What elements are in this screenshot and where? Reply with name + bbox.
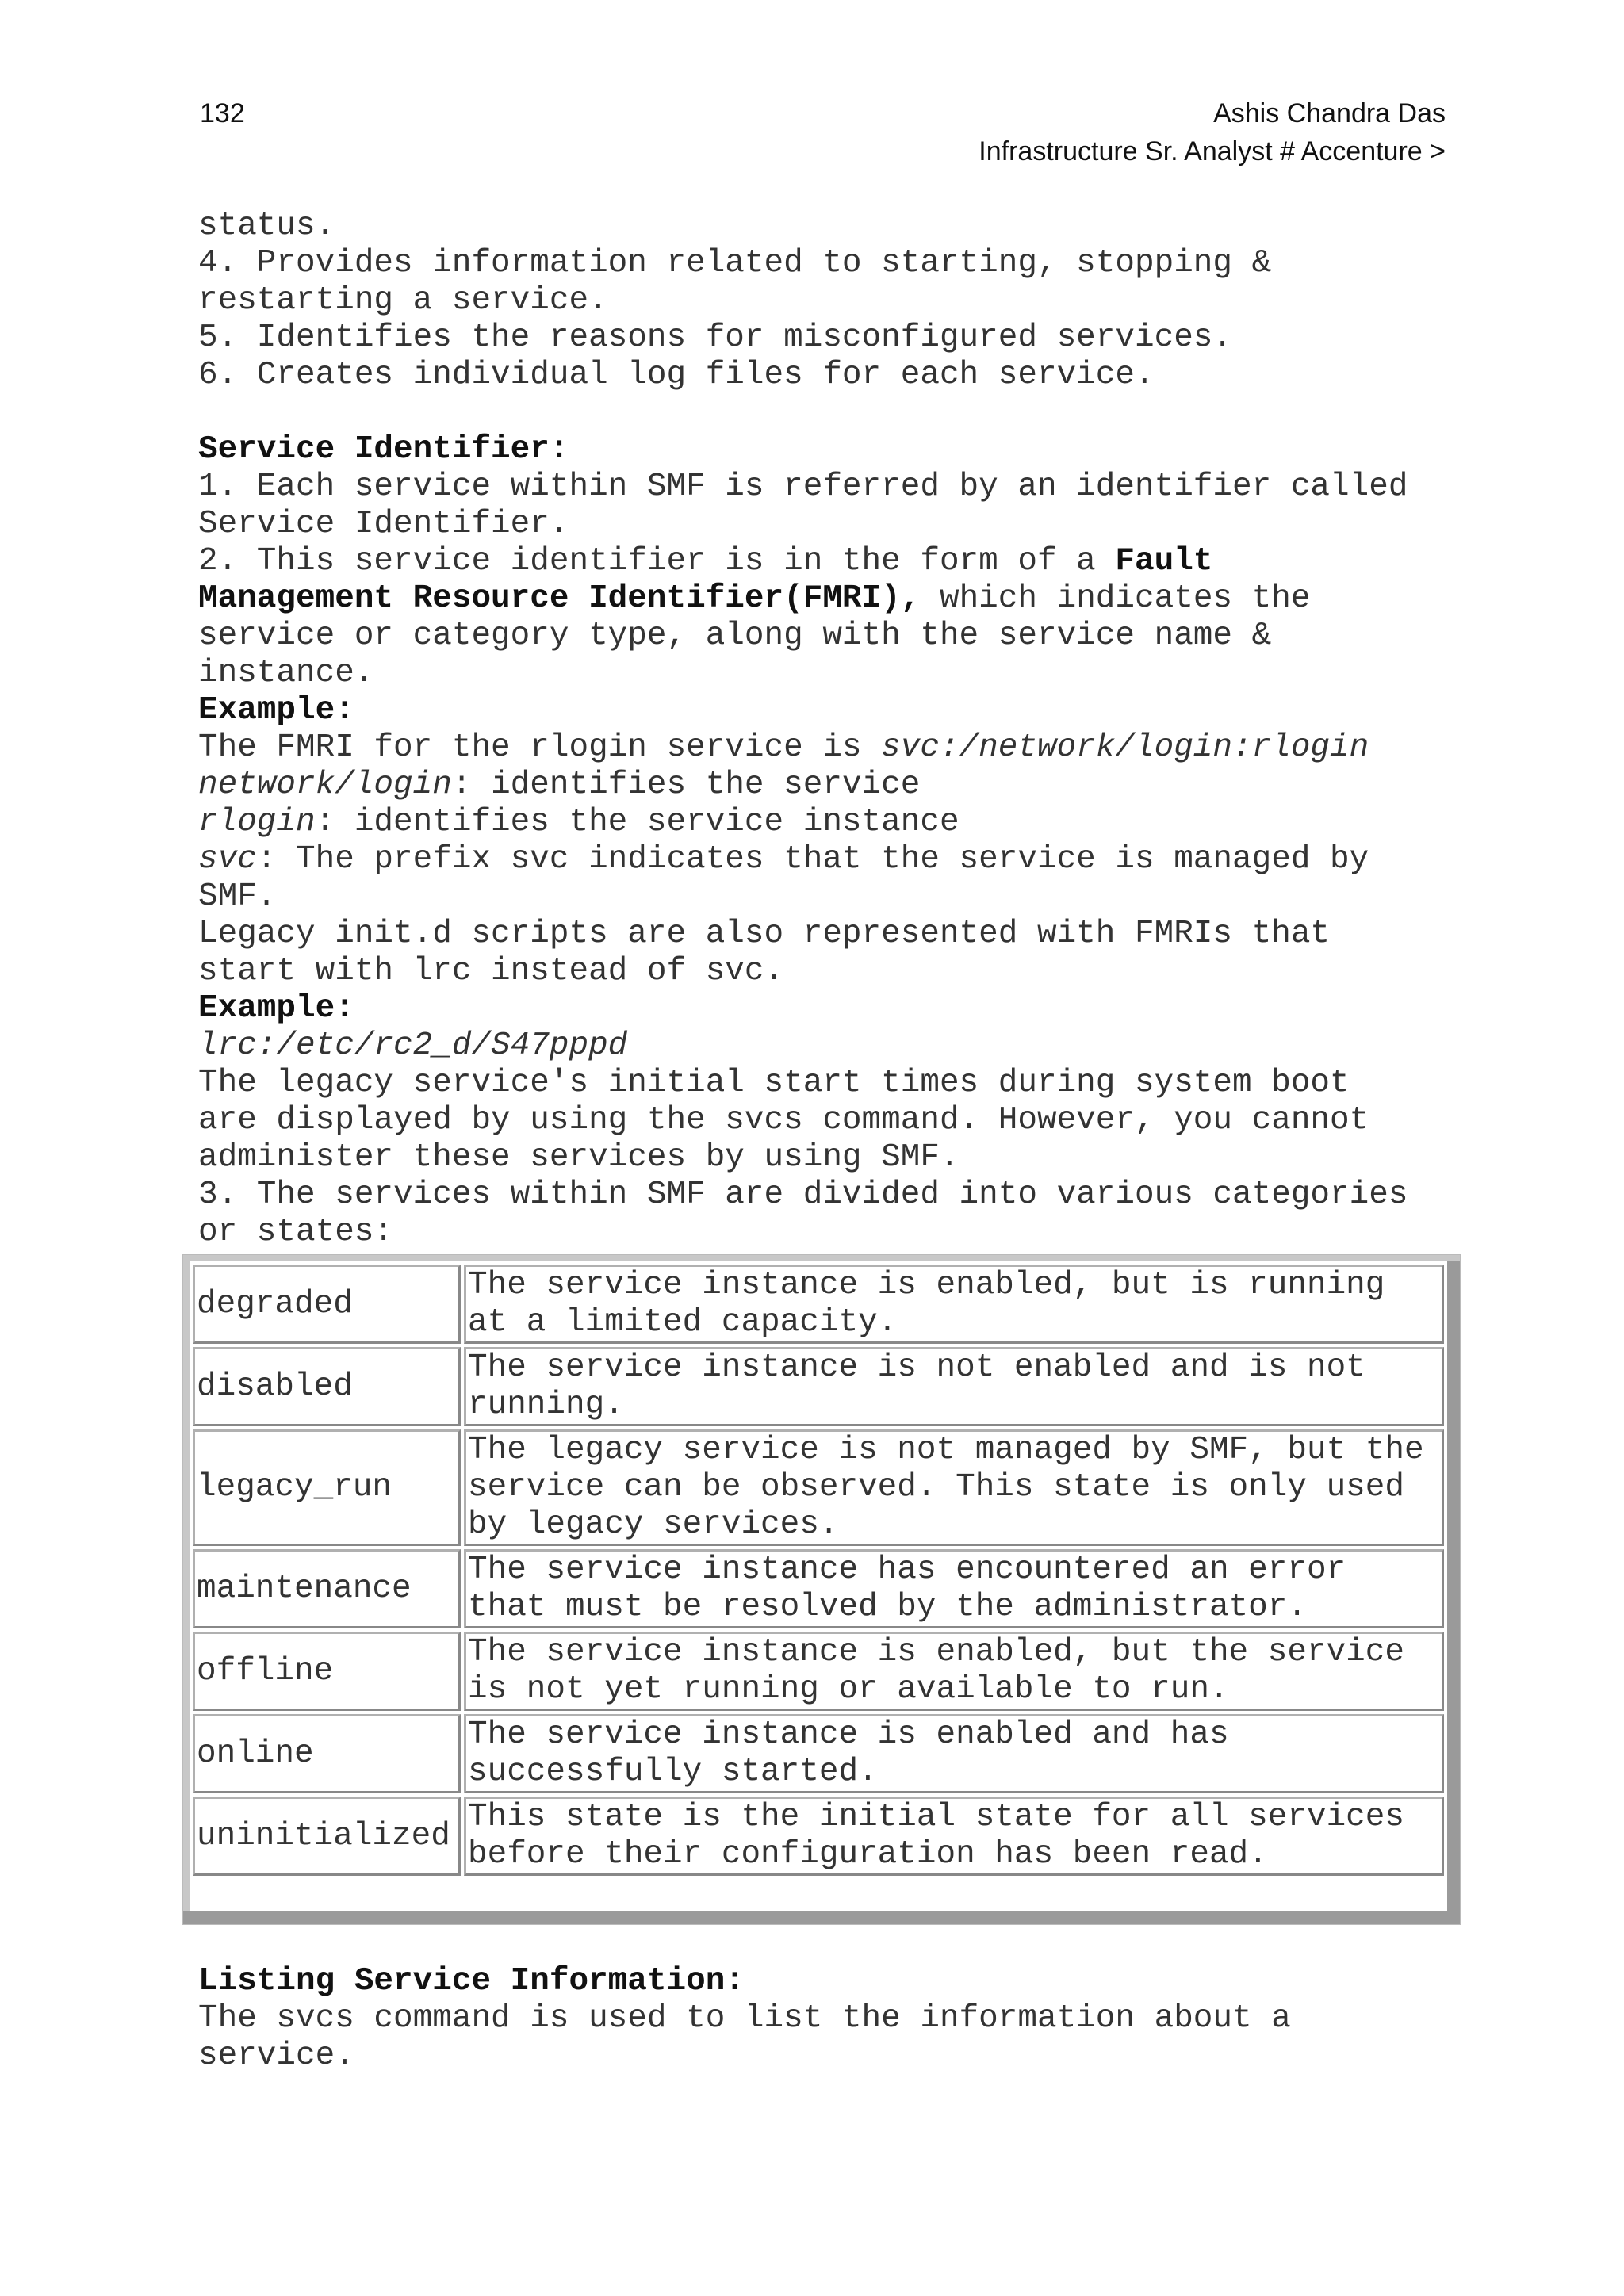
description-line: at a limited capacity. (468, 1304, 898, 1341)
paragraph-line: instance. (198, 655, 374, 691)
intro-line: 4. Provides information related to starting, stopping & (198, 245, 1272, 281)
state-name-cell: degraded (193, 1265, 461, 1344)
description-line: successfully started. (468, 1754, 878, 1790)
description-line: The service instance is enabled, but the service (468, 1634, 1404, 1670)
paragraph-text: 2. This service identifier is in the form of a (198, 543, 1116, 580)
description-line: The service instance is enabled and has (468, 1716, 1229, 1753)
paragraph-text: The FMRI for the rlogin service is (198, 729, 882, 766)
intro-line: restarting a service. (198, 282, 608, 319)
paragraph-line (198, 767, 1451, 804)
paragraph-line: service. (198, 2038, 354, 2074)
description-line: that must be resolved by the administrator. (468, 1589, 1307, 1625)
paragraph-text: : The prefix svc indicates that the service is managed by (256, 841, 1369, 878)
fmri-part: svc (198, 841, 257, 878)
state-description-cell (464, 1714, 1444, 1793)
service-states-table-frame (182, 1254, 1461, 1925)
description-line: by legacy services. (468, 1506, 839, 1543)
table-row (193, 1549, 1444, 1628)
fmri-part: rlogin (198, 804, 316, 840)
state-description-cell (464, 1265, 1444, 1344)
description-line: The service instance is enabled, but is running (468, 1267, 1385, 1303)
intro-line: status. (198, 208, 335, 244)
table-inner (190, 1261, 1447, 1911)
description-line: running. (468, 1387, 624, 1423)
spacer (198, 394, 1451, 431)
paragraph-line (198, 580, 1451, 618)
state-name-cell: maintenance (193, 1549, 461, 1628)
description-line: before their configuration has been read. (468, 1836, 1268, 1873)
paragraph-line: or states: (198, 1214, 394, 1250)
table-shadow (1447, 1261, 1460, 1924)
example-label: Example: (198, 692, 354, 729)
paragraph-line: The svcs command is used to list the information about a (198, 2000, 1291, 2037)
service-identifier-heading: Service Identifier: (198, 431, 569, 468)
description-line: The legacy service is not managed by SMF, but the (468, 1432, 1424, 1468)
paragraph-line (198, 543, 1451, 580)
table-row (193, 1265, 1444, 1344)
fmri-term: Management Resource Identifier(FMRI), (198, 580, 921, 617)
paragraph-line: 1. Each service within SMF is referred by an identifier called (198, 469, 1408, 505)
intro-line: 6. Creates individual log files for each service. (198, 357, 1155, 393)
paragraph-text: : identifies the service (451, 767, 921, 803)
paragraph-line (198, 729, 1451, 767)
paragraph-text: : identifies the service instance (315, 804, 959, 840)
body-text (198, 208, 1451, 1251)
description-line: The service instance is not enabled and is not (468, 1349, 1365, 1386)
fmri-term: Fault (1115, 543, 1213, 580)
table-row (193, 1347, 1444, 1426)
paragraph-line: start with lrc instead of svc. (198, 953, 784, 989)
state-description-cell (464, 1549, 1444, 1628)
table-row (193, 1714, 1444, 1793)
paragraph-line: SMF. (198, 878, 277, 915)
listing-heading: Listing Service Information: (198, 1963, 745, 1999)
state-name-cell: legacy_run (193, 1429, 461, 1546)
paragraph-line: Legacy init.d scripts are also represented with FMRIs that (198, 916, 1331, 952)
state-description-cell (464, 1347, 1444, 1426)
paragraph-line: service or category type, along with the service name & (198, 618, 1272, 654)
fmri-example: svc:/network/login:rlogin (881, 729, 1369, 766)
table-shadow (183, 1911, 1460, 1924)
author-name: Ashis Chandra Das (1213, 98, 1446, 128)
listing-section (198, 1963, 1451, 2075)
description-line: service can be observed. This state is only used (468, 1469, 1404, 1506)
state-name-cell: online (193, 1714, 461, 1793)
paragraph-line: administer these services by using SMF. (198, 1139, 959, 1176)
table-row (193, 1632, 1444, 1711)
state-description-cell (464, 1797, 1444, 1876)
intro-line: 5. Identifies the reasons for misconfigured services. (198, 320, 1233, 356)
state-description-cell (464, 1429, 1444, 1546)
paragraph-line: Service Identifier. (198, 506, 569, 542)
service-states-table (190, 1261, 1447, 1879)
description-line: This state is the initial state for all services (468, 1799, 1404, 1835)
state-name-cell: disabled (193, 1347, 461, 1426)
table-row (193, 1429, 1444, 1546)
paragraph-line: The legacy service's initial start times during system boot (198, 1065, 1350, 1101)
fmri-part: network/login (198, 767, 452, 803)
paragraph-line: 3. The services within SMF are divided into various categories (198, 1177, 1408, 1213)
description-line: is not yet running or available to run. (468, 1671, 1229, 1708)
state-description-cell (464, 1632, 1444, 1711)
legacy-fmri-example: lrc:/etc/rc2_d/S47pppd (198, 1027, 628, 1064)
page-number: 132 (200, 98, 245, 128)
paragraph-line: are displayed by using the svcs command. However, you cannot (198, 1102, 1369, 1138)
example-label: Example: (198, 990, 354, 1027)
paragraph-line (198, 804, 1451, 841)
paragraph-line (198, 841, 1451, 878)
state-name-cell: offline (193, 1632, 461, 1711)
author-role: Infrastructure Sr. Analyst # Accenture > (979, 136, 1446, 166)
paragraph-text: which indicates the (920, 580, 1311, 617)
description-line: The service instance has encountered an error (468, 1552, 1346, 1588)
state-name-cell: uninitialized (193, 1797, 461, 1876)
table-row (193, 1797, 1444, 1876)
